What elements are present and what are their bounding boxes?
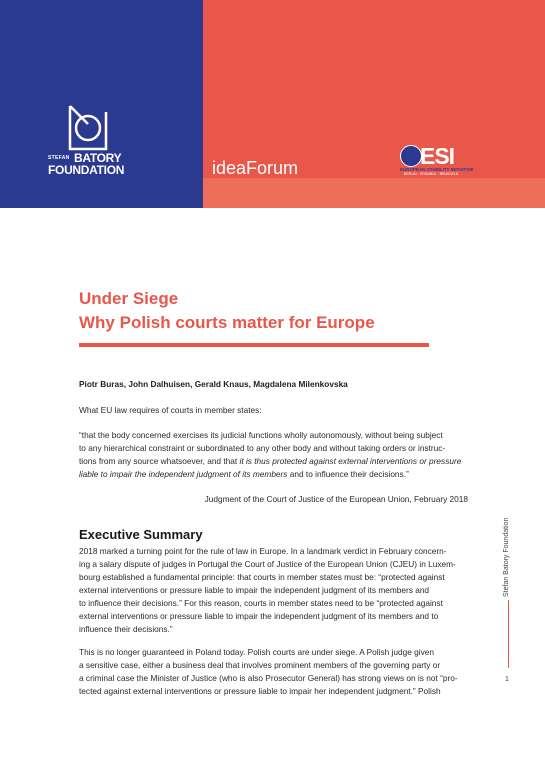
authors: Piotr Buras, John Dalhuisen, Gerald Knaus, Magdalena Milenkovska	[79, 379, 348, 389]
citation: Judgment of the Court of Justice of the European Union, February 2018	[204, 494, 468, 504]
paragraph-line: external interventions or pressure liable to impair the independent judgment of its members and	[79, 585, 430, 595]
paragraph-line: 2018 marked a turning point for the rule of law in Europe. In a landmark verdict in February concern-	[79, 546, 447, 556]
quote-line: liable to impair the independent judgment of its members and to influence their decisions.”	[79, 469, 409, 479]
title-underline	[79, 343, 429, 347]
paragraph-2	[79, 646, 479, 698]
intro-text: What EU law requires of courts in member states:	[79, 405, 262, 415]
court-quote	[79, 429, 479, 481]
page-number: 1	[505, 676, 509, 683]
document-title: Under Siege Why Polish courts matter for Europe	[79, 289, 375, 332]
quote-line: to any hierarchical constraint or subordinated to any other body and without taking orders or instruc-	[79, 443, 446, 453]
paragraph-line: a criminal case the Minister of Justice (who is also Prosecutor General) has strong views on is not “pro-	[79, 673, 458, 683]
paragraph-line: This is no longer guaranteed in Poland today. Polish courts are under siege. A Polish judge given	[79, 647, 434, 657]
paragraph-line: influence their decisions.”	[79, 624, 173, 634]
paragraph-line: ing a salary dispute of judges in Portugal the Court of Justice of the European Union (CJEU) in Luxem-	[79, 559, 456, 569]
batory-foundation-name: STEFAN BATORY FOUNDATION	[48, 151, 125, 178]
paragraph-line: external interventions or pressure liable to impair the independent judgment of its members and to	[79, 611, 439, 621]
quote-line: tions from any source whatsoever, and that it is thus protected against external interventions or pressure	[79, 456, 462, 466]
esi-logo: ESI EUROPEAN STABILITY INITIATIVE BERLIN · ISTANBUL · BRUSSELS	[400, 143, 474, 176]
sidebar-foundation-label: Stefan Batory Foundation	[503, 517, 510, 597]
section-heading: Executive Summary	[79, 527, 203, 542]
globe-icon	[400, 145, 422, 167]
paragraph-line: to influence their decisions.” For this reason, courts in member states need to be “protected against	[79, 598, 443, 608]
program-name: ideaForum	[212, 158, 299, 178]
sidebar-rule	[508, 600, 509, 668]
paragraph-line: bourg established a fundamental principle: that courts in member states must be: “protected against	[79, 572, 445, 582]
paragraph-1	[79, 545, 479, 636]
paragraph-line: a sensitive case, either a business deal that involves prominent members of the governing party or	[79, 660, 441, 670]
batory-foundation-logo-icon	[68, 104, 108, 151]
quote-line: “that the body concerned exercises its judicial functions wholly autonomously, without being subject	[79, 430, 443, 440]
paragraph-line: tected against external interventions or pressure liable to impair her independent judgment.” Polish	[79, 686, 441, 696]
header-coral-band	[203, 178, 545, 208]
